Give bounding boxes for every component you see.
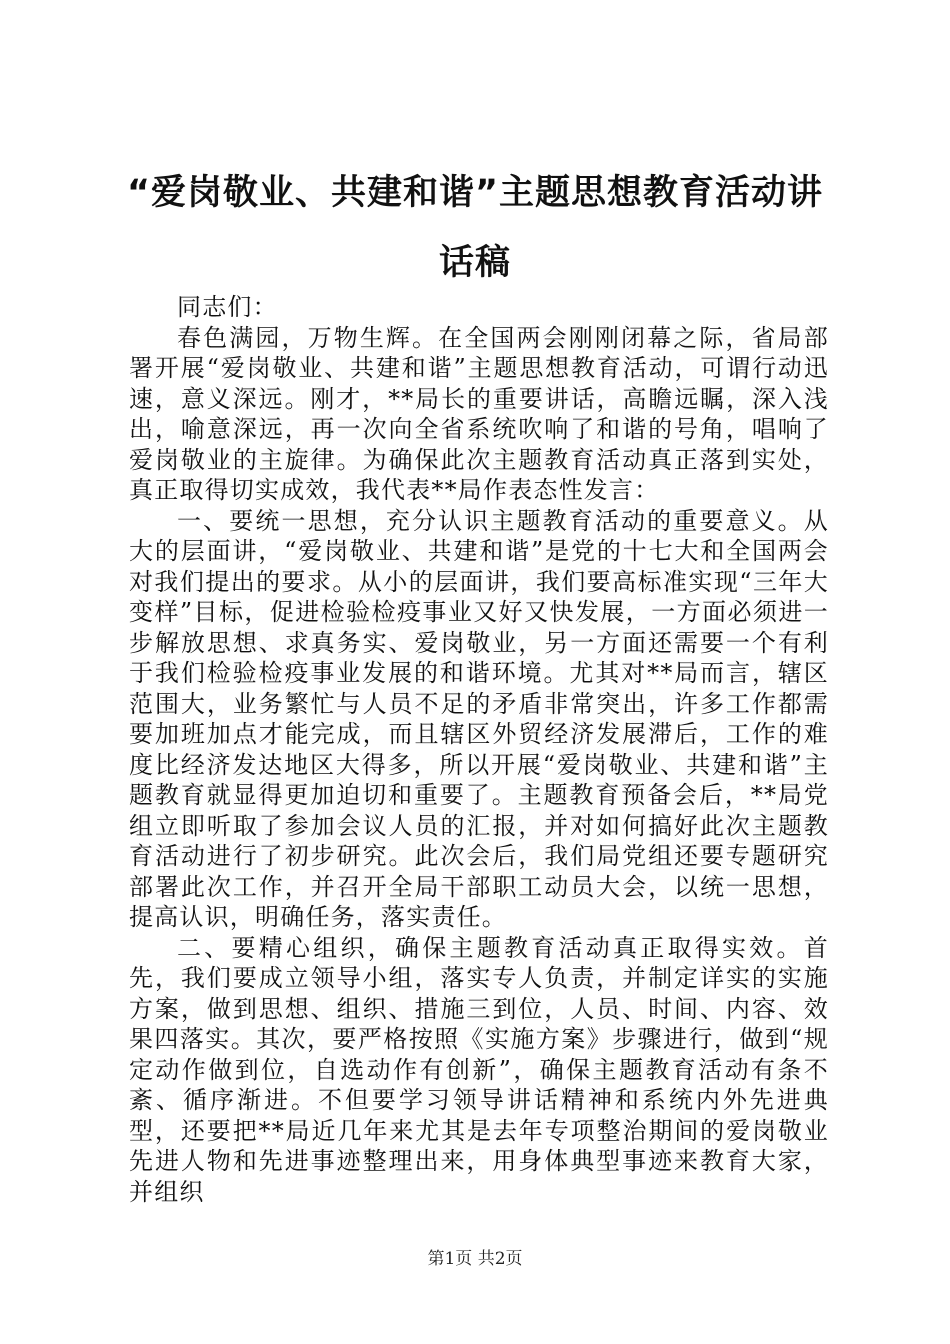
paragraph-section-one: 一、要统一思想，充分认识主题教育活动的重要意义。从大的层面讲，“爱岗敬业、共建和谐”是党的十七大和全国两会对我们提出的要求。从小的层面讲，我们要高标准实现“三年大变样”目标，促进检验检疫事业又好又快发展，一方面必须进一步解放思想、求真务实、爱岗敬业，另一方面还需要一个有利于我们检验检疫事业发展的和谐环境。尤其对**局而言，辖区范围大，业务繁忙与人员不足的矛盾非常突出，许多工作都需要加班加点才能完成，而且辖区外贸经济发展滞后，工作的难度比经济发达地区大得多，所以开展“爱岗敬业、共建和谐”主题教育就显得更加迫切和重要了。主题教育预备会后，**局党组立即听取了参加会议人员的汇报，并对如何搞好此次主题教育活动进行了初步研究。此次会后，我们局党组还要专题研究部署此次工作，并召开全局干部职工动员大会，以统一思想，提高认识，明确任务，落实责任。 xyxy=(129,506,829,931)
document-title: “爱岗敬业、共建和谐”主题思想教育活动讲话稿 xyxy=(126,173,823,283)
page-footer: 第1页 共2页 xyxy=(427,1249,523,1269)
paragraph-intro: 春色满园，万物生辉。在全国两会刚刚闭幕之际，省局部署开展“爱岗敬业、共建和谐”主题思想教育活动，可谓行动迅速，意义深远。刚才，**局长的重要讲话，高瞻远瞩，深入浅出，喻意深远，再一次向全省系统吹响了和谐的号角，唱响了爱岗敬业的主旋律。为确保此次主题教育活动真正落到实处，真正取得切实成效，我代表**局作表态性发言： xyxy=(129,323,829,504)
greeting-line: 同志们： xyxy=(177,293,278,321)
paragraph-section-two: 二、要精心组织，确保主题教育活动真正取得实效。首先，我们要成立领导小组，落实专人负责，并制定详实的实施方案，做到思想、组织、措施三到位，人员、时间、内容、效果四落实。其次，要严格按照《实施方案》步骤进行，做到“规定动作做到位，自选动作有创新”，确保主题教育活动有条不紊、循序渐进。不但要学习领导讲话精神和系统内外先进典型，还要把**局近几年来尤其是去年专项整治期间的爱岗敬业先进人物和先进事迹整理出来，用身体典型事迹来教育大家，并组织 xyxy=(129,933,829,1206)
document-body xyxy=(129,292,829,1207)
